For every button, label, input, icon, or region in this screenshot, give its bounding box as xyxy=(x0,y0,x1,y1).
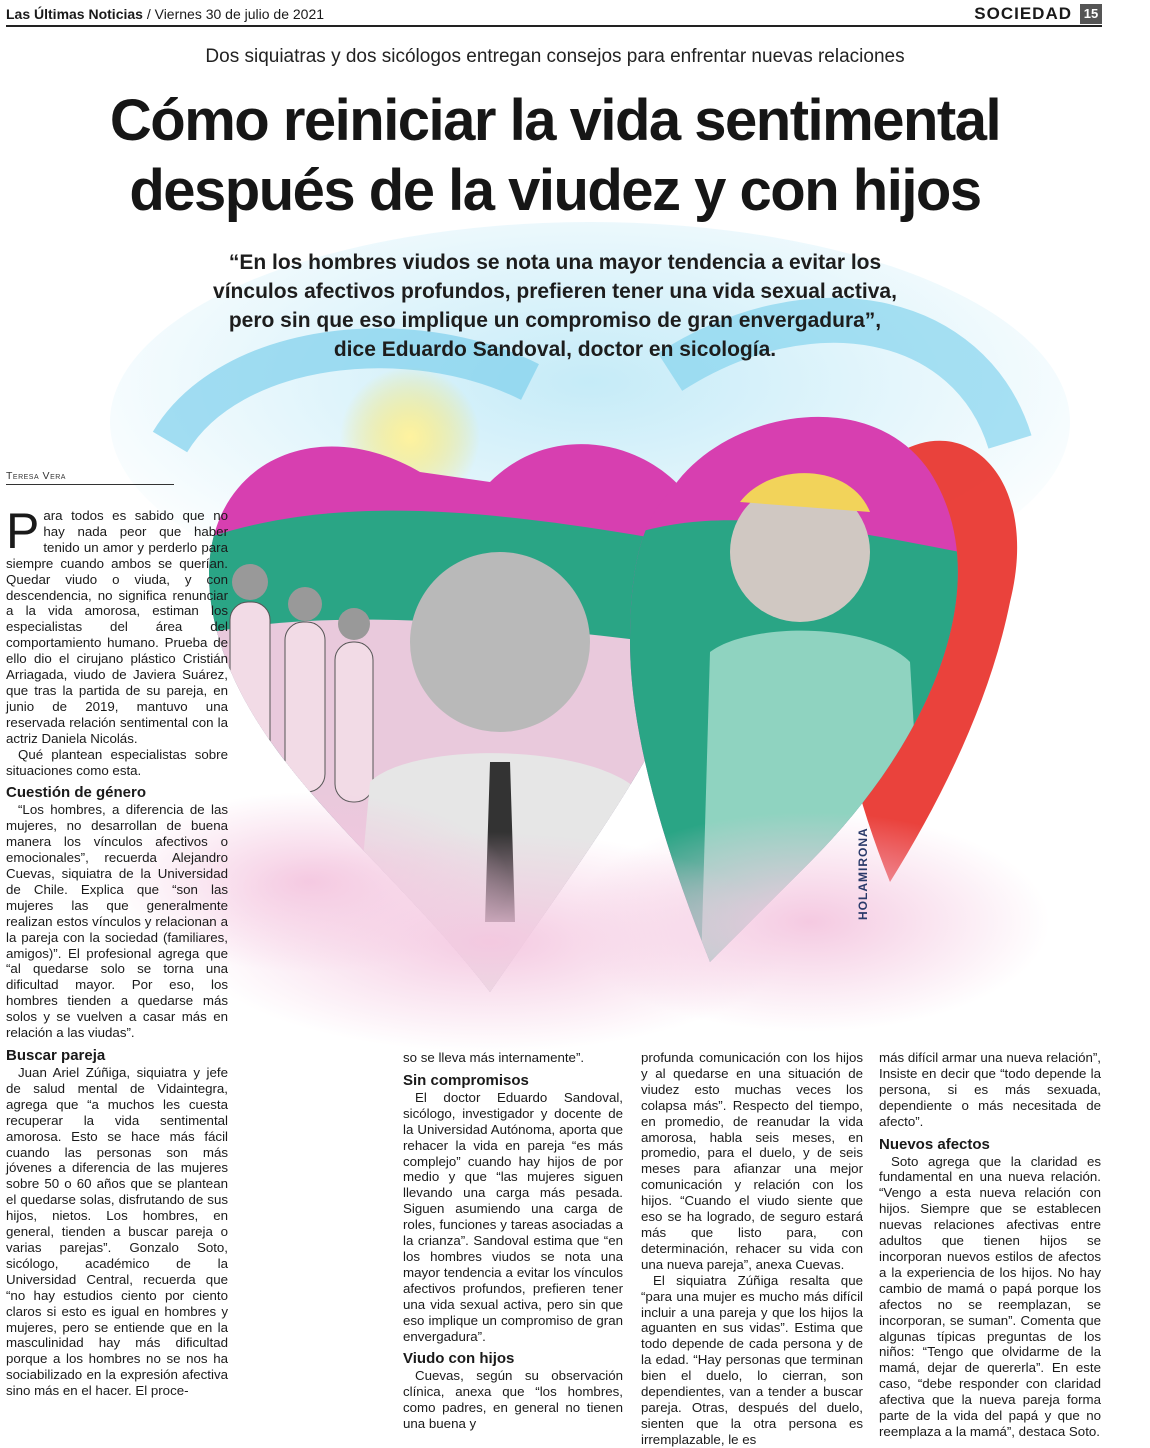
subhead-genero: Cuestión de género xyxy=(6,784,147,802)
subhead-sin-compromisos: Sin compromisos xyxy=(403,1071,529,1089)
drop-cap: P xyxy=(6,503,40,559)
cloud-bottom-right xyxy=(570,812,1050,1032)
headline xyxy=(0,86,1110,226)
paragraph: Cuevas, según su observación clínica, anexa que “los hombres, como padres, en general no tienen una buena y xyxy=(403,1368,623,1432)
page-number: 15 xyxy=(1080,4,1102,24)
pull-quote-line-1: “En los hombres viudos se nota una mayor tendencia a evitar los xyxy=(228,251,882,274)
paragraph: profunda comunicación con los hijos y al quedarse en una situación de viudez esto muchas veces los colapsa más”. Respecto del tiempo, en promedio, de reanudar la vida amorosa, habla seis meses, en promedio, para el duelo, y de seis meses para afianzar una mejor comunicación y relación con los hijos. “Cuando el viudo siente que eso se ha logrado, de seguro estará más que listo para, con determinación, rehacer su vida con una nueva pareja”, anexa Cuevas. xyxy=(641,1050,863,1272)
column-4 xyxy=(879,1050,1101,1440)
paragraph: Juan Ariel Zúñiga, siquiatra y jefe de salud mental de Vidaintegra, agrega que “a muchos les cuesta recuperar la vida sentimental amorosa. Esto se hace más fácil cuando las personas son más jóvenes a diferencia de las mujeres sobre 50 o 60 años que se plantean el quedarse solas, disfrutando de sus hijos, nietos. Los hombres, en general, tienden a buscar pareja o varias parejas”. Gonzalo Soto, sicólogo, académico de la Universidad Central, recuerda que “no hay estudios ciento por ciento claros si esto es igual en hombres y mujeres, pero se entiende que en la masculinidad hay más dificultad porque a los hombres no se nos ha sociabilizado en la expresión afectiva sino más en el hacer. El proce- xyxy=(6,1065,228,1399)
section-label: SOCIEDAD xyxy=(974,4,1072,23)
pull-quote-line-4: dice Eduardo Sandoval, doctor en sicología. xyxy=(333,338,777,361)
paragraph: Soto agrega que la claridad es fundamental en una nueva relación. “Vengo a esta nueva relación con hijos. Siempre que se establecen nuevas relaciones afectivas entre adultos que tienen hijos se incorporan nuevos estilos de afectos a la experiencia de los hijos. No hay cambio de mamá o papá porque los afectos no se reemplazan, se incorporan, se suman”. Comenta que algunas típicas preguntas de los niños: “Tengo que olvidarme de la mamá, dejar de quererla”. En este caso, “debe responder con claridad afectiva que la nueva pareja forma parte de la vida del papá y que no reemplaza a la mamá”, destaca Soto. xyxy=(879,1153,1101,1439)
kicker: Dos siquiatras y dos sicólogos entregan consejos para enfrentar nuevas relaciones xyxy=(205,46,905,67)
headline-line-2: después de la viudez y con hijos xyxy=(129,158,981,223)
pull-quote-line-2: vínculos afectivos profundos, prefieren tener una vida sexual activa, xyxy=(213,280,897,303)
paragraph: El siquiatra Zúñiga resalta que “para una mujer es mucho más difícil incluir a una pareja y que los hijos la aguanten en sus vidas”. Estima que todo depende de cada persona y de la edad. “Hay personas que terminan bien el duelo, lo cierran, son dependientes, van a tender a buscar pareja. Otras, después del duelo, sienten que la otra persona es irremplazable, le es xyxy=(641,1272,863,1447)
paragraph: Qué plantean especialistas sobre situaciones como esta. xyxy=(6,746,228,778)
lead-paragraph xyxy=(6,503,228,747)
column-1 xyxy=(6,503,228,1399)
paragraph: más difícil armar una nueva relación”, Insiste en decir que “todo depende la persona, si es más sexuada, dependiente o más necesitada de afecto”. xyxy=(879,1050,1101,1129)
subhead-nuevos-afectos: Nuevos afectos xyxy=(879,1135,990,1153)
paragraph: so se lleva más internamente”. xyxy=(403,1050,585,1065)
column-2 xyxy=(403,1050,623,1432)
paragraph: “Los hombres, a diferencia de las mujeres, no desarrollan de buena manera los vínculos afectivos o emocionales”, recuerda Alejandro Cuevas, siquiatra de la Universidad de Chile. Explica que “son las mujeres las que generalmente realizan estos vínculos y relacionan a la pareja con la sociedad (familiares, amigos)”. El profesional agrega que “al quedarse solo se torna una dificultad mayor. Por eso, los hombres tienden a quedarse más solos y se vuelven a casar más en relación a las viudas”. xyxy=(6,802,228,1041)
column-3 xyxy=(641,1050,863,1448)
byline: Teresa Vera xyxy=(6,470,174,485)
subhead-viudo-con-hijos: Viudo con hijos xyxy=(403,1350,515,1368)
paragraph: El doctor Eduardo Sandoval, sicólogo, investigador y docente de la Universidad Autónoma, aporta que rehacer la vida en pareja “es más complejo” cuando hay hijos de por medio y que “las mujeres siguen llevando una carga más pesada. Siguen asumiendo una carga de roles, funciones y tareas asociadas a la crianza”. Sandoval estima que “en los hombres viudos se nota una mayor tendencia a evitar los vínculos afectivos profundos, prefieren tener una vida sexual activa, pero sin que eso implique un compromiso de gran envergadura”. xyxy=(403,1089,623,1344)
newspaper-name: Las Últimas Noticias xyxy=(6,6,143,22)
lead-text: ara todos es sabido que no hay nada peor que haber tenido un amor y perderlo para siempre cuando ambos se querían. Quedar viudo o viuda, y con descendencia, no significa renunciar a la vida amorosa, estiman los especialistas del área del comportamiento humano. Prueba de ello dio el cirujano plástico Cristián Arriagada, viudo de Javiera Suárez, que tras la partida de su pareja, en junio de 2019, mantuvo una reservada relación sentimental con la actriz Daniela Nicolás. xyxy=(6,508,228,746)
masthead xyxy=(6,4,1102,26)
masthead-rule xyxy=(6,25,1102,27)
pull-quote-line-3: pero sin que eso implique un compromiso de gran envergadura”, xyxy=(228,309,882,332)
pull-quote xyxy=(180,248,930,364)
headline-line-1: Cómo reiniciar la vida sentimental xyxy=(109,88,1001,153)
illustration-credit: HOLAMIRONA xyxy=(856,827,870,920)
publication-date: / Viernes 30 de julio de 2021 xyxy=(146,6,325,22)
masthead-paper-date xyxy=(6,6,324,22)
subhead-buscar-pareja: Buscar pareja xyxy=(6,1047,106,1064)
